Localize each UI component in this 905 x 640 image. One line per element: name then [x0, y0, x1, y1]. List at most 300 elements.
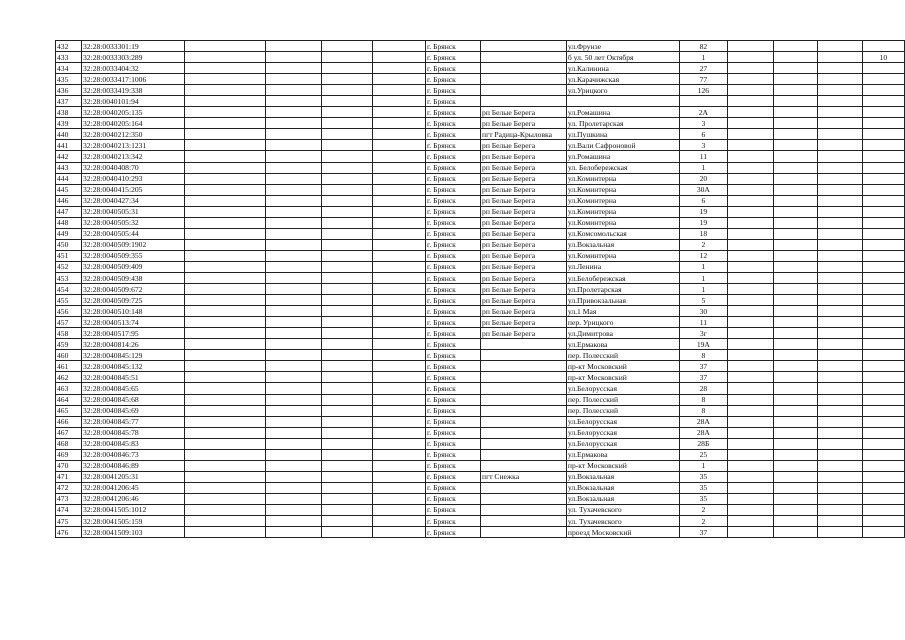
cadastral-number-cell: 32:28:0040509:725 — [81, 295, 184, 306]
cadastral-number-cell: 32:28:0033404:32 — [81, 63, 184, 74]
empty-cell — [773, 261, 817, 272]
empty-cell — [818, 339, 862, 350]
empty-cell — [373, 250, 426, 261]
empty-cell — [818, 129, 862, 140]
row-number-cell: 441 — [56, 140, 82, 151]
city-cell: г. Брянск — [426, 250, 481, 261]
table-row — [56, 527, 905, 538]
house-number-cell: 1 — [680, 52, 727, 63]
row-number-cell: 466 — [56, 416, 82, 427]
empty-cell — [727, 306, 773, 317]
empty-cell — [727, 317, 773, 328]
empty-cell — [818, 96, 862, 107]
empty-cell — [727, 162, 773, 173]
empty-cell — [266, 41, 321, 52]
empty-cell — [321, 438, 373, 449]
street-cell: ул.Белобережская — [566, 272, 679, 283]
extra-value-cell — [862, 129, 904, 140]
house-number-cell: 28А — [680, 427, 727, 438]
city-cell: г. Брянск — [426, 140, 481, 151]
empty-cell — [321, 195, 373, 206]
extra-value-cell — [862, 339, 904, 350]
extra-value-cell — [862, 140, 904, 151]
table-row — [56, 41, 905, 52]
empty-cell — [184, 516, 265, 527]
table-row — [56, 173, 905, 184]
cadastral-number-cell: 32:28:0040101:94 — [81, 96, 184, 107]
table-row — [56, 394, 905, 405]
empty-cell — [373, 438, 426, 449]
empty-cell — [818, 151, 862, 162]
empty-cell — [184, 493, 265, 504]
empty-cell — [818, 504, 862, 515]
settlement-cell: рп Белые Берега — [481, 284, 567, 295]
extra-value-cell — [862, 173, 904, 184]
empty-cell — [373, 162, 426, 173]
empty-cell — [727, 328, 773, 339]
extra-value-cell — [862, 184, 904, 195]
empty-cell — [266, 217, 321, 228]
cadastral-number-cell: 32:28:0040505:44 — [81, 228, 184, 239]
empty-cell — [266, 250, 321, 261]
empty-cell — [266, 405, 321, 416]
house-number-cell: 27 — [680, 63, 727, 74]
row-number-cell: 460 — [56, 350, 82, 361]
settlement-cell: рп Белые Берега — [481, 206, 567, 217]
empty-cell — [818, 217, 862, 228]
city-cell: г. Брянск — [426, 173, 481, 184]
cadastral-number-cell: 32:28:0033303:289 — [81, 52, 184, 63]
empty-cell — [373, 394, 426, 405]
extra-value-cell — [862, 460, 904, 471]
settlement-cell: рп Белые Берега — [481, 295, 567, 306]
table-row — [56, 295, 905, 306]
table-row — [56, 284, 905, 295]
empty-cell — [773, 306, 817, 317]
empty-cell — [727, 74, 773, 85]
empty-cell — [773, 328, 817, 339]
street-cell: ул.Коминтерна — [566, 173, 679, 184]
extra-value-cell — [862, 239, 904, 250]
empty-cell — [773, 493, 817, 504]
street-cell: ул.Вокзальная — [566, 239, 679, 250]
empty-cell — [184, 239, 265, 250]
empty-cell — [184, 405, 265, 416]
row-number-cell: 464 — [56, 394, 82, 405]
empty-cell — [818, 306, 862, 317]
empty-cell — [266, 427, 321, 438]
table-row — [56, 350, 905, 361]
empty-cell — [321, 63, 373, 74]
row-number-cell: 473 — [56, 493, 82, 504]
empty-cell — [727, 41, 773, 52]
street-cell: ул.Белорусская — [566, 427, 679, 438]
empty-cell — [727, 527, 773, 538]
table-row — [56, 129, 905, 140]
empty-cell — [373, 493, 426, 504]
empty-cell — [266, 438, 321, 449]
row-number-cell: 458 — [56, 328, 82, 339]
street-cell: ул.Карачижская — [566, 74, 679, 85]
empty-cell — [818, 482, 862, 493]
city-cell: г. Брянск — [426, 493, 481, 504]
city-cell: г. Брянск — [426, 85, 481, 96]
empty-cell — [818, 527, 862, 538]
row-number-cell: 451 — [56, 250, 82, 261]
cadastral-number-cell: 32:28:0040517:95 — [81, 328, 184, 339]
city-cell: г. Брянск — [426, 217, 481, 228]
empty-cell — [184, 63, 265, 74]
empty-cell — [373, 471, 426, 482]
empty-cell — [266, 52, 321, 63]
street-cell: ул.Коминтерна — [566, 217, 679, 228]
cadastral-number-cell: 32:28:0040415:205 — [81, 184, 184, 195]
cadastral-number-cell: 32:28:0040845:51 — [81, 372, 184, 383]
table-row — [56, 74, 905, 85]
empty-cell — [321, 206, 373, 217]
empty-cell — [321, 317, 373, 328]
empty-cell — [773, 250, 817, 261]
extra-value-cell — [862, 383, 904, 394]
extra-value-cell — [862, 118, 904, 129]
cadastral-number-cell: 32:28:0040213:342 — [81, 151, 184, 162]
empty-cell — [818, 284, 862, 295]
empty-cell — [818, 471, 862, 482]
empty-cell — [266, 416, 321, 427]
table-row — [56, 85, 905, 96]
empty-cell — [818, 173, 862, 184]
cadastral-number-cell: 32:28:0040845:132 — [81, 361, 184, 372]
empty-cell — [321, 516, 373, 527]
street-cell: ул.Калинина — [566, 63, 679, 74]
cadastral-number-cell: 32:28:0040845:78 — [81, 427, 184, 438]
extra-value-cell — [862, 361, 904, 372]
empty-cell — [373, 85, 426, 96]
empty-cell — [727, 96, 773, 107]
row-number-cell: 470 — [56, 460, 82, 471]
empty-cell — [184, 317, 265, 328]
city-cell: г. Брянск — [426, 482, 481, 493]
empty-cell — [773, 162, 817, 173]
empty-cell — [373, 516, 426, 527]
empty-cell — [266, 516, 321, 527]
table-row — [56, 96, 905, 107]
empty-cell — [266, 339, 321, 350]
empty-cell — [184, 129, 265, 140]
row-number-cell: 433 — [56, 52, 82, 63]
empty-cell — [727, 228, 773, 239]
empty-cell — [373, 217, 426, 228]
row-number-cell: 443 — [56, 162, 82, 173]
street-cell: ул.Вали Сафроновой — [566, 140, 679, 151]
empty-cell — [184, 504, 265, 515]
city-cell: г. Брянск — [426, 63, 481, 74]
row-number-cell: 461 — [56, 361, 82, 372]
empty-cell — [773, 449, 817, 460]
city-cell: г. Брянск — [426, 284, 481, 295]
empty-cell — [373, 295, 426, 306]
street-cell: ул.Вокзальная — [566, 482, 679, 493]
row-number-cell: 462 — [56, 372, 82, 383]
table-row — [56, 372, 905, 383]
extra-value-cell — [862, 372, 904, 383]
house-number-cell: 37 — [680, 361, 727, 372]
empty-cell — [266, 372, 321, 383]
empty-cell — [773, 96, 817, 107]
empty-cell — [266, 272, 321, 283]
empty-cell — [773, 206, 817, 217]
extra-value-cell — [862, 63, 904, 74]
empty-cell — [321, 361, 373, 372]
city-cell: г. Брянск — [426, 129, 481, 140]
street-cell: ул.Белорусская — [566, 416, 679, 427]
row-number-cell: 437 — [56, 96, 82, 107]
cadastral-number-cell: 32:28:0040510:148 — [81, 306, 184, 317]
empty-cell — [266, 527, 321, 538]
cadastral-number-cell: 32:28:0040509:1902 — [81, 239, 184, 250]
empty-cell — [184, 361, 265, 372]
empty-cell — [266, 394, 321, 405]
house-number-cell: 37 — [680, 372, 727, 383]
house-number-cell: 1 — [680, 162, 727, 173]
empty-cell — [373, 239, 426, 250]
cadastral-number-cell: 32:28:0040845:129 — [81, 350, 184, 361]
street-cell: ул.Фрунзе — [566, 41, 679, 52]
empty-cell — [818, 63, 862, 74]
extra-value-cell — [862, 449, 904, 460]
row-number-cell: 475 — [56, 516, 82, 527]
house-number-cell: 1 — [680, 261, 727, 272]
extra-value-cell — [862, 405, 904, 416]
house-number-cell: 19 — [680, 217, 727, 228]
empty-cell — [773, 427, 817, 438]
empty-cell — [373, 339, 426, 350]
house-number-cell: 19 — [680, 206, 727, 217]
empty-cell — [818, 118, 862, 129]
settlement-cell: рп Белые Берега — [481, 250, 567, 261]
empty-cell — [321, 250, 373, 261]
empty-cell — [184, 184, 265, 195]
empty-cell — [266, 184, 321, 195]
city-cell: г. Брянск — [426, 416, 481, 427]
empty-cell — [773, 217, 817, 228]
city-cell: г. Брянск — [426, 394, 481, 405]
empty-cell — [818, 394, 862, 405]
settlement-cell: рп Белые Берега — [481, 162, 567, 173]
row-number-cell: 445 — [56, 184, 82, 195]
empty-cell — [184, 416, 265, 427]
empty-cell — [373, 52, 426, 63]
empty-cell — [773, 173, 817, 184]
city-cell: г. Брянск — [426, 184, 481, 195]
empty-cell — [321, 41, 373, 52]
extra-value-cell — [862, 504, 904, 515]
settlement-cell — [481, 63, 567, 74]
house-number-cell: 28 — [680, 383, 727, 394]
empty-cell — [727, 516, 773, 527]
house-number-cell: 1 — [680, 284, 727, 295]
empty-cell — [727, 284, 773, 295]
table-row — [56, 195, 905, 206]
street-cell: ул. Пролетарская — [566, 118, 679, 129]
empty-cell — [818, 350, 862, 361]
row-number-cell: 455 — [56, 295, 82, 306]
house-number-cell: 77 — [680, 74, 727, 85]
empty-cell — [373, 228, 426, 239]
empty-cell — [818, 383, 862, 394]
settlement-cell — [481, 416, 567, 427]
cadastral-number-cell: 32:28:0040845:65 — [81, 383, 184, 394]
empty-cell — [818, 328, 862, 339]
empty-cell — [321, 52, 373, 63]
empty-cell — [266, 118, 321, 129]
house-number-cell: 6 — [680, 129, 727, 140]
empty-cell — [266, 162, 321, 173]
row-number-cell: 444 — [56, 173, 82, 184]
settlement-cell — [481, 52, 567, 63]
empty-cell — [373, 118, 426, 129]
empty-cell — [818, 405, 862, 416]
empty-cell — [818, 228, 862, 239]
city-cell: г. Брянск — [426, 306, 481, 317]
extra-value-cell — [862, 107, 904, 118]
empty-cell — [773, 74, 817, 85]
empty-cell — [773, 460, 817, 471]
row-number-cell: 468 — [56, 438, 82, 449]
cadastral-number-cell: 32:28:0033419:338 — [81, 85, 184, 96]
extra-value-cell — [862, 328, 904, 339]
table-row — [56, 184, 905, 195]
empty-cell — [184, 394, 265, 405]
empty-cell — [321, 239, 373, 250]
empty-cell — [727, 383, 773, 394]
empty-cell — [321, 173, 373, 184]
empty-cell — [184, 295, 265, 306]
empty-cell — [321, 129, 373, 140]
street-cell: ул. Тухачевского — [566, 516, 679, 527]
empty-cell — [773, 361, 817, 372]
empty-cell — [373, 306, 426, 317]
extra-value-cell — [862, 427, 904, 438]
empty-cell — [373, 372, 426, 383]
empty-cell — [373, 350, 426, 361]
empty-cell — [321, 217, 373, 228]
table-row — [56, 239, 905, 250]
house-number-cell: 30А — [680, 184, 727, 195]
street-cell: проезд Московский — [566, 527, 679, 538]
cadastral-number-cell: 32:28:0040505:31 — [81, 206, 184, 217]
city-cell: г. Брянск — [426, 361, 481, 372]
table-body — [56, 41, 905, 538]
empty-cell — [266, 85, 321, 96]
city-cell: г. Брянск — [426, 261, 481, 272]
settlement-cell: рп Белые Берега — [481, 151, 567, 162]
table-row — [56, 416, 905, 427]
settlement-cell: рп Белые Берега — [481, 328, 567, 339]
cadastral-number-cell: 32:28:0040205:135 — [81, 107, 184, 118]
cadastral-number-cell: 32:28:0041206:45 — [81, 482, 184, 493]
empty-cell — [321, 460, 373, 471]
empty-cell — [818, 438, 862, 449]
empty-cell — [373, 206, 426, 217]
settlement-cell: рп Белые Берега — [481, 217, 567, 228]
row-number-cell: 434 — [56, 63, 82, 74]
table-row — [56, 261, 905, 272]
street-cell: пр-кт Московский — [566, 460, 679, 471]
cadastral-number-cell: 32:28:0040509:438 — [81, 272, 184, 283]
empty-cell — [266, 96, 321, 107]
settlement-cell — [481, 41, 567, 52]
table-row — [56, 107, 905, 118]
table-row — [56, 449, 905, 460]
empty-cell — [321, 394, 373, 405]
row-number-cell: 463 — [56, 383, 82, 394]
city-cell: г. Брянск — [426, 471, 481, 482]
city-cell: г. Брянск — [426, 460, 481, 471]
empty-cell — [321, 295, 373, 306]
house-number-cell: 35 — [680, 493, 727, 504]
empty-cell — [773, 416, 817, 427]
table-row — [56, 471, 905, 482]
empty-cell — [184, 272, 265, 283]
cadastral-number-cell: 32:28:0040213:1231 — [81, 140, 184, 151]
empty-cell — [266, 295, 321, 306]
empty-cell — [818, 140, 862, 151]
empty-cell — [184, 52, 265, 63]
empty-cell — [818, 239, 862, 250]
empty-cell — [727, 416, 773, 427]
empty-cell — [727, 493, 773, 504]
table-row — [56, 328, 905, 339]
empty-cell — [727, 339, 773, 350]
table-row — [56, 361, 905, 372]
empty-cell — [773, 118, 817, 129]
table-row — [56, 228, 905, 239]
settlement-cell — [481, 85, 567, 96]
city-cell: г. Брянск — [426, 383, 481, 394]
street-cell: ул.Пролетарская — [566, 284, 679, 295]
city-cell: г. Брянск — [426, 372, 481, 383]
empty-cell — [727, 184, 773, 195]
empty-cell — [773, 228, 817, 239]
house-number-cell: 126 — [680, 85, 727, 96]
empty-cell — [773, 339, 817, 350]
extra-value-cell — [862, 261, 904, 272]
house-number-cell: 28А — [680, 416, 727, 427]
street-cell: пер. Полесский — [566, 405, 679, 416]
settlement-cell: рп Белые Берега — [481, 228, 567, 239]
empty-cell — [321, 151, 373, 162]
settlement-cell — [481, 405, 567, 416]
empty-cell — [321, 74, 373, 85]
city-cell: г. Брянск — [426, 516, 481, 527]
empty-cell — [727, 140, 773, 151]
row-number-cell: 439 — [56, 118, 82, 129]
empty-cell — [184, 449, 265, 460]
settlement-cell: рп Белые Берега — [481, 306, 567, 317]
row-number-cell: 432 — [56, 41, 82, 52]
empty-cell — [773, 394, 817, 405]
empty-cell — [373, 129, 426, 140]
empty-cell — [184, 438, 265, 449]
city-cell: г. Брянск — [426, 328, 481, 339]
empty-cell — [321, 527, 373, 538]
extra-value-cell — [862, 272, 904, 283]
street-cell: ул.Коминтерна — [566, 206, 679, 217]
empty-cell — [321, 272, 373, 283]
empty-cell — [727, 217, 773, 228]
street-cell: ул.Вокзальная — [566, 471, 679, 482]
